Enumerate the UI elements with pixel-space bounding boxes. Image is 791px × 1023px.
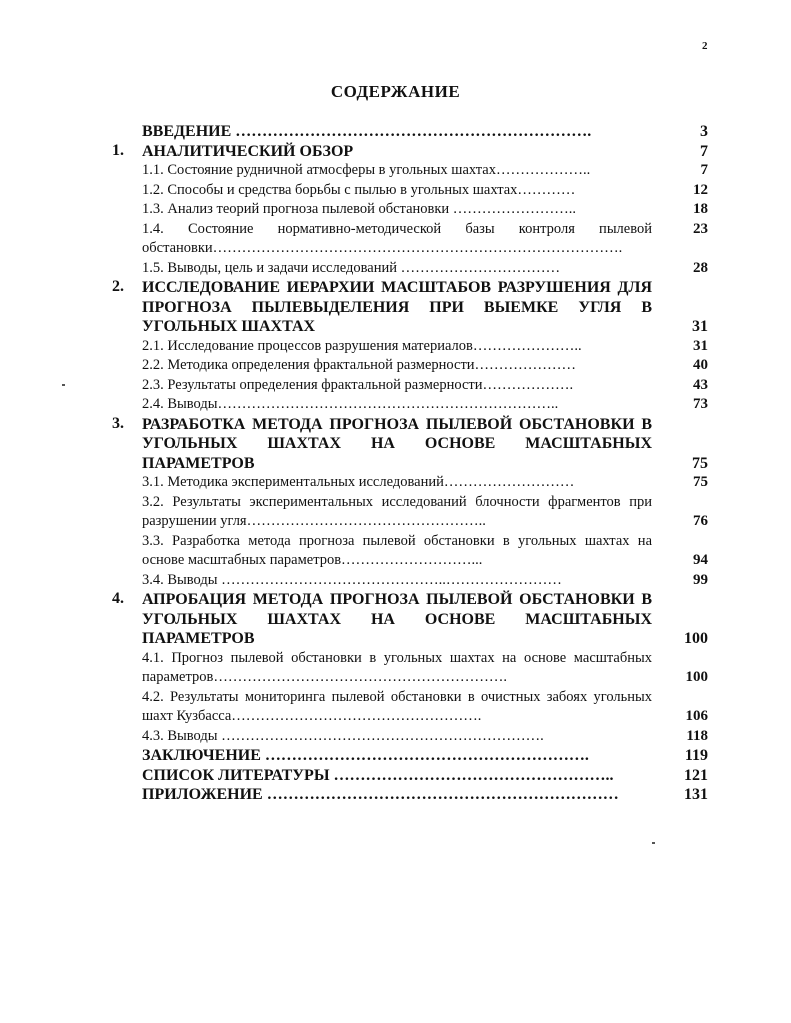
toc-entry-title: 1.4. Состояние нормативно-методической базы контроля пылевой обстановки…………………………………………………………………………. [142, 220, 652, 256]
toc-chapter-entry[interactable] [112, 746, 708, 766]
toc-entry-title: 4.3. Выводы …………………………………………………………. [142, 727, 544, 744]
toc-section-entry[interactable] [112, 395, 708, 415]
toc-chapter-entry[interactable] [112, 142, 708, 162]
toc-entry-page: 100 [684, 630, 708, 647]
toc-entry-page: 31 [693, 337, 708, 354]
table-of-contents [112, 122, 708, 805]
toc-entry-page: 75 [692, 454, 708, 472]
toc-chapter-entry[interactable] [112, 590, 708, 649]
toc-entry-page: 118 [686, 727, 708, 744]
toc-section-entry[interactable] [112, 571, 708, 591]
toc-entry-page: 23 [693, 220, 708, 237]
toc-entry-title: 4.2. Результаты мониторинга пылевой обстановки в очистных забоях угольных шахт Кузбасса……………………………………………. [142, 688, 652, 724]
toc-entry-title: 1.1. Состояние рудничной атмосферы в угольных шахтах……………….. [142, 162, 591, 178]
toc-entry-title: ВВЕДЕНИЕ …………………………………………………………. [142, 123, 592, 140]
toc-entry-title: СПИСОК ЛИТЕРАТУРЫ …………………………………………….. [142, 766, 614, 784]
toc-entry-page: 99 [693, 571, 708, 588]
toc-entry-title: АНАЛИТИЧЕСКИЙ ОБЗОР [142, 142, 354, 160]
toc-entry-page: 18 [693, 201, 708, 217]
toc-entry-number: 1. [112, 141, 124, 159]
toc-entry-page: 7 [700, 142, 708, 160]
page-title: СОДЕРЖАНИЕ [330, 82, 461, 101]
toc-entry-page: 73 [693, 396, 708, 412]
scan-speck [652, 842, 655, 844]
toc-entry-page: 94 [693, 552, 708, 568]
toc-section-entry[interactable] [112, 532, 708, 571]
toc-entry-title: 3.2. Результаты экспериментальных исследований блочности фрагментов при разрушении угля………………………………………….. [142, 493, 652, 529]
toc-entry-title: РАЗРАБОТКА МЕТОДА ПРОГНОЗА ПЫЛЕВОЙ ОБСТАНОВКИ В УГОЛЬНЫХ ШАХТАХ НА ОСНОВЕ МАСШТАБНЫХ ПАРАМЕТРОВ [142, 415, 652, 472]
toc-entry-page: 121 [684, 766, 708, 784]
toc-entry-number: 4. [112, 590, 124, 607]
toc-entry-title: 2.2. Методика определения фрактальной размерности………………… [142, 357, 577, 373]
toc-section-entry[interactable] [112, 356, 708, 376]
toc-entry-page: 12 [693, 181, 708, 198]
toc-entry-title: 2.4. Выводы…………………………………………………………….. [142, 396, 559, 412]
toc-entry-title: 2.1. Исследование процессов разрушения материалов………………….. [142, 337, 582, 354]
toc-section-entry[interactable] [112, 376, 708, 396]
page-number: 2 [702, 40, 708, 52]
toc-entry-number: 2. [112, 278, 124, 295]
toc-section-entry[interactable] [112, 473, 708, 493]
toc-entry-title: 3.3. Разработка метода прогноза пылевой обстановки в угольных шахтах на основе масштабных параметров………………………... [142, 532, 652, 568]
toc-entry-title: 1.5. Выводы, цель и задачи исследований …………………………… [142, 259, 561, 276]
toc-entry-title: 1.2. Способы и средства борьбы с пылью в угольных шахтах………… [142, 181, 576, 198]
toc-chapter-entry[interactable] [112, 278, 708, 337]
toc-chapter-entry[interactable] [112, 122, 708, 142]
toc-entry-title: ЗАКЛЮЧЕНИЕ ……………………………………………………. [142, 747, 589, 764]
toc-section-entry[interactable] [112, 220, 708, 259]
toc-entry-page: 75 [693, 474, 708, 490]
toc-section-entry[interactable] [112, 200, 708, 220]
toc-entry-title: 1.3. Анализ теорий прогноза пылевой обстановки …………………….. [142, 201, 577, 217]
toc-section-entry[interactable] [112, 493, 708, 532]
toc-section-entry[interactable] [112, 337, 708, 357]
toc-entry-title: АПРОБАЦИЯ МЕТОДА ПРОГНОЗА ПЫЛЕВОЙ ОБСТАНОВКИ В УГОЛЬНЫХ ШАХТАХ НА ОСНОВЕ МАСШТАБНЫХ ПАРАМЕТРОВ [142, 591, 652, 647]
toc-entry-page: 31 [692, 318, 708, 335]
toc-chapter-entry[interactable] [112, 785, 708, 805]
toc-entry-title: 3.1. Методика экспериментальных исследований……………………… [142, 474, 575, 490]
toc-entry-page: 76 [693, 513, 708, 529]
toc-entry-page: 28 [693, 259, 708, 276]
toc-entry-page: 106 [685, 708, 708, 724]
toc-entry-page: 40 [693, 357, 708, 373]
toc-chapter-entry[interactable] [112, 766, 708, 786]
toc-entry-title: ПРИЛОЖЕНИЕ ………………………………………………………… [142, 786, 619, 803]
toc-entry-page: 131 [684, 786, 708, 803]
toc-section-entry[interactable] [112, 161, 708, 181]
toc-section-entry[interactable] [112, 649, 708, 688]
toc-chapter-entry[interactable] [112, 415, 708, 474]
toc-entry-title: ИССЛЕДОВАНИЕ ИЕРАРХИИ МАСШТАБОВ РАЗРУШЕНИЯ ДЛЯ ПРОГНОЗА ПЫЛЕВЫДЕЛЕНИЯ ПРИ ВЫЕМКЕ УГЛЯ В УГОЛЬНЫХ ШАХТАХ [142, 279, 652, 335]
toc-entry-page: 3 [700, 123, 708, 140]
toc-entry-page: 100 [685, 669, 708, 685]
toc-entry-number: 3. [112, 414, 124, 432]
toc-section-entry[interactable] [112, 259, 708, 279]
toc-entry-page: 43 [693, 376, 708, 393]
toc-entry-title: 3.4. Выводы ………………………………………..…………………… [142, 571, 562, 588]
toc-section-entry[interactable] [112, 727, 708, 747]
scan-speck [62, 384, 65, 386]
toc-entry-page: 119 [684, 747, 708, 764]
toc-entry-page: 7 [700, 162, 708, 178]
toc-section-entry[interactable] [112, 688, 708, 727]
toc-entry-title: 4.1. Прогноз пылевой обстановки в угольных шахтах на основе масштабных параметров……………………………………………………. [142, 649, 652, 685]
toc-section-entry[interactable] [112, 181, 708, 201]
toc-entry-title: 2.3. Результаты определения фрактальной размерности………………. [142, 376, 574, 393]
